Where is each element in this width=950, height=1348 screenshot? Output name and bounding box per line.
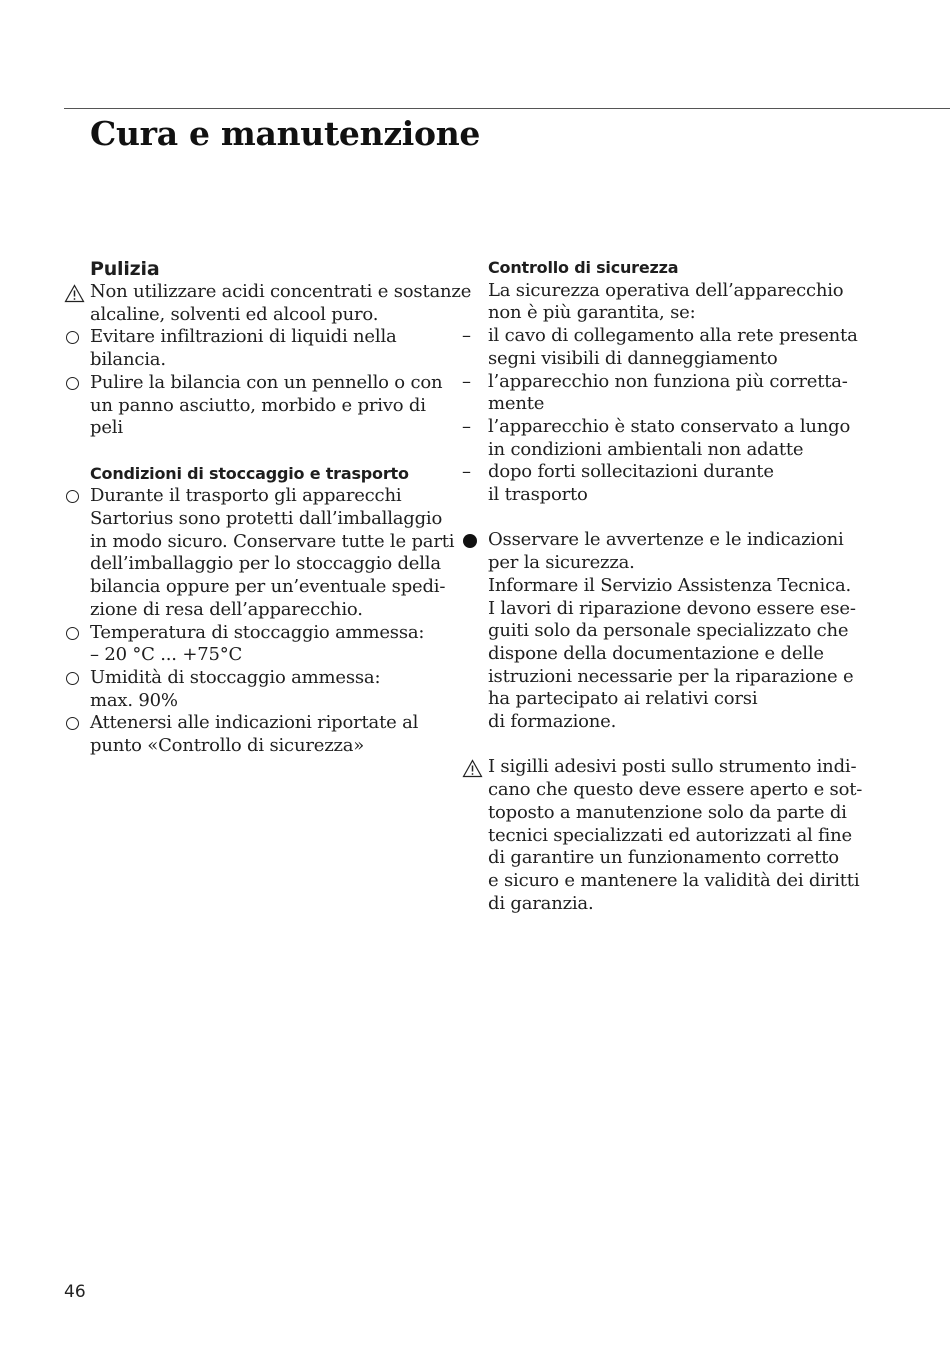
section-heading-storage: Condizioni di stoccaggio e trasporto <box>90 463 409 483</box>
list-item: Evitare infiltrazioni di liquidi nella bilancia. <box>64 326 444 371</box>
section-heading-pulizia: Pulizia <box>90 258 160 280</box>
dash-bullet <box>462 461 482 484</box>
dash-bullet <box>462 325 482 348</box>
section-heading-safety: Controllo di sicurezza <box>488 258 679 277</box>
list-item: – l’apparecchio è stato conservato a lungo in condizioni ambientali non adatte <box>462 416 840 461</box>
warning-triangle-icon <box>462 756 482 779</box>
safety-intro: La sicurezza operativa dell’apparecchio non è più garantita, se: <box>488 279 844 324</box>
left-column <box>64 257 472 758</box>
warning-item: I sigilli adesivi posti sullo strumento indi- cano che questo deve essere aperto e sot- toposto a manutenzione solo da parte di tecnici specializzati ed autorizzati al fine di garantire un funzionamento corretto e sicuro e mantenere la validità dei diritti di garanzia. <box>462 756 840 915</box>
page-title: Cura e manutenzione <box>90 114 481 153</box>
circle-bullet-icon <box>64 485 84 508</box>
list-item: Umidità di stoccaggio ammessa: max. 90% <box>64 667 444 712</box>
header-rule <box>64 108 950 109</box>
dash-bullet <box>462 371 482 394</box>
list-item: – dopo forti sollecitazioni durante il trasporto <box>462 461 840 506</box>
list-item: – il cavo di collegamento alla rete presenta segni visibili di danneggiamento <box>462 325 840 370</box>
circle-bullet-icon <box>64 622 84 645</box>
filled-circle-bullet-icon <box>462 529 482 552</box>
circle-bullet-icon <box>64 667 84 690</box>
list-item: – l’apparecchio non funziona più corretta- mente <box>462 371 840 416</box>
circle-bullet-icon <box>64 372 84 395</box>
list-item: Pulire la bilancia con un pennello o con un panno asciutto, morbido e privo di peli <box>64 372 444 440</box>
list-item: Attenersi alle indicazioni riportate al punto «Controllo di sicurezza» <box>64 712 444 757</box>
note-item: Osservare le avvertenze e le indicazioni per la sicurezza. Informare il Servizio Assistenza Tecnica. I lavori di riparazione devono essere ese- guiti solo da personale specializzato che dispone della documentazione e delle istruzioni necessarie per la riparazione e ha partecipato ai relativi corsi di formazione. <box>462 529 840 733</box>
warning-triangle-icon <box>64 281 84 304</box>
right-column <box>462 257 863 915</box>
circle-bullet-icon <box>64 712 84 735</box>
dash-bullet <box>462 416 482 439</box>
circle-bullet-icon <box>64 326 84 349</box>
list-item: Temperatura di stoccaggio ammessa: – 20 °C ... +75°C <box>64 622 444 667</box>
page-number: 46 <box>64 1282 86 1302</box>
list-item: Durante il trasporto gli apparecchi Sartorius sono protetti dall’imballaggio in modo sicuro. Conservare tutte le parti dell’imballaggio per lo stoccaggio della bilancia oppure per un’eventuale spedi- zione di resa dell’apparecchio. <box>64 485 444 621</box>
list-item: Non utilizzare acidi concentrati e sostanze alcaline, solventi ed alcool puro. <box>64 281 444 326</box>
